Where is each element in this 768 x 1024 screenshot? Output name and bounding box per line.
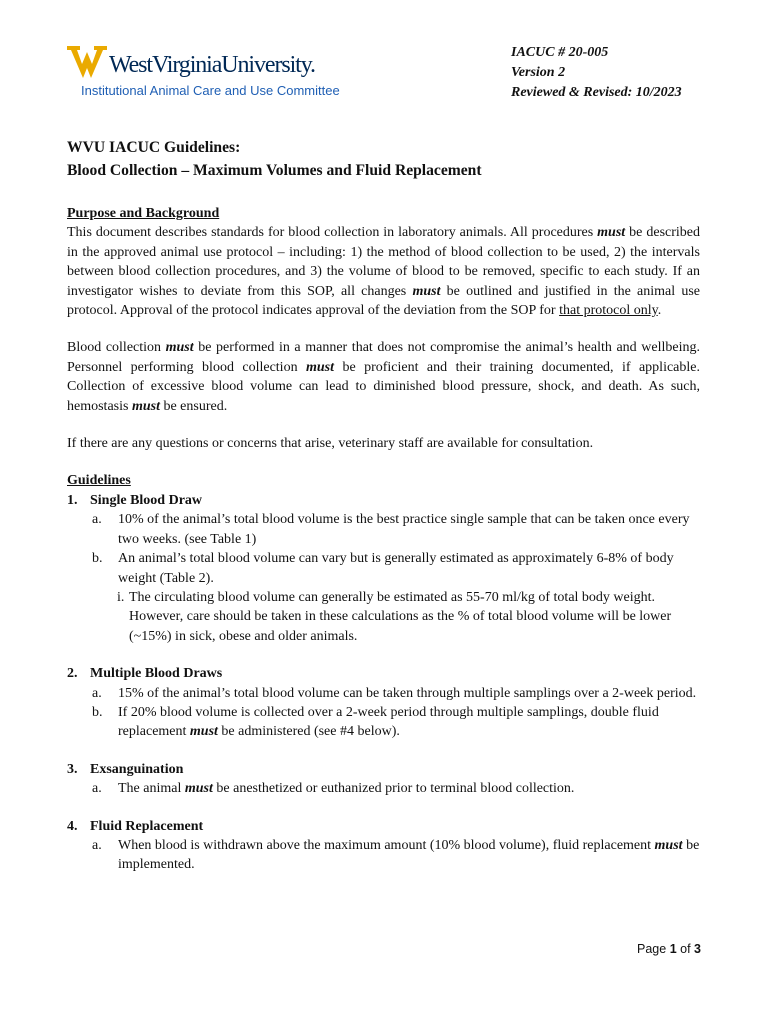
section-title: Exsanguination xyxy=(90,761,184,777)
document-title xyxy=(67,136,482,182)
item-text: be implemented. xyxy=(118,837,700,873)
must-emphasis: must xyxy=(654,837,683,853)
page-word: Page xyxy=(637,942,667,956)
page-number xyxy=(637,942,701,956)
total-pages: 3 xyxy=(694,942,701,956)
item-text: An animal’s total blood volume can vary but is generally estimated as approximately 6-8% of body weight (Table 2). xyxy=(118,551,674,586)
purpose-paragraph-1 xyxy=(67,223,700,320)
iacuc-number: IACUC # 20-005 xyxy=(511,45,609,60)
text-run: be outlined and justified in the animal use protocol. Approval of the protocol indicates approval of the deviation from the SOP for xyxy=(67,283,700,319)
item-label: a. xyxy=(92,685,102,701)
section-number: 3. xyxy=(67,761,78,777)
item-text: 15% of the animal’s total blood volume can be taken through multiple samplings over a 2-week period. xyxy=(118,685,697,701)
item-label: i. xyxy=(117,589,125,605)
item-text: The animal xyxy=(118,781,185,797)
list-item xyxy=(67,836,700,875)
must-emphasis: must xyxy=(597,225,626,241)
purpose-heading: Purpose and Background xyxy=(67,206,220,221)
item-text: be administered (see #4 below). xyxy=(217,724,400,740)
text-run: be proficient and their training documented, if applicable. Collection of excessive blood volume can lead to diminished blood pressure, shock, and death. As such, hemostasis xyxy=(67,359,700,414)
text-run: . xyxy=(657,303,662,319)
item-label: a. xyxy=(92,512,102,528)
text-run: be ensured. xyxy=(159,398,228,414)
title-line-1: WVU IACUC Guidelines: xyxy=(67,139,241,156)
section-multiple-blood-draws xyxy=(67,664,700,683)
version: Version 2 xyxy=(511,65,566,80)
committee-name: Institutional Animal Care and Use Committee xyxy=(81,83,340,98)
section-number: 4. xyxy=(67,818,78,834)
item-label: b. xyxy=(92,551,103,567)
list-item xyxy=(67,684,700,703)
section-number: 1. xyxy=(67,492,78,508)
of-word: of xyxy=(680,942,691,956)
section-fluid-replacement xyxy=(67,817,700,836)
list-item xyxy=(67,510,700,549)
item-text: When blood is withdrawn above the maximum amount (10% blood volume), fluid replacement xyxy=(118,837,655,853)
must-emphasis: must xyxy=(189,724,218,740)
item-text: be anesthetized or euthanized prior to terminal blood collection. xyxy=(212,781,575,797)
purpose-paragraph-3: If there are any questions or concerns that arise, veterinary staff are available for consultation. xyxy=(67,436,594,452)
text-run: Blood collection xyxy=(67,340,166,356)
item-text: 10% of the animal’s total blood volume is the best practice single sample that can be taken once every two weeks. (see Table 1) xyxy=(118,512,690,547)
item-label: b. xyxy=(92,704,103,720)
document-body xyxy=(67,204,700,875)
current-page: 1 xyxy=(669,942,677,956)
text-run: This document describes standards for blood collection in laboratory animals. All procedures xyxy=(67,225,598,241)
item-label: a. xyxy=(92,781,102,797)
list-item xyxy=(67,779,700,798)
section-title: Single Blood Draw xyxy=(90,492,203,508)
purpose-paragraph-2 xyxy=(67,338,700,416)
section-title: Multiple Blood Draws xyxy=(90,666,223,682)
flying-wv-icon xyxy=(67,44,107,80)
section-single-blood-draw xyxy=(67,491,700,510)
item-label: a. xyxy=(92,837,102,853)
must-emphasis: must xyxy=(184,781,213,797)
must-emphasis: must xyxy=(131,398,160,414)
list-item xyxy=(67,703,700,742)
text-run: be described in the approved animal use protocol – including: 1) the method of blood collection to be used, 2) the intervals between blood collection procedures, and 3) the volume of blood to be removed, specific to each study. If an investigator wishes to deviate from this SOP, all changes xyxy=(67,225,700,299)
must-emphasis: must xyxy=(165,340,194,356)
list-item xyxy=(67,549,700,588)
document-meta xyxy=(511,43,682,103)
list-subitem xyxy=(67,588,700,646)
title-line-2: Blood Collection – Maximum Volumes and Fluid Replacement xyxy=(67,162,482,179)
text-run: be performed in a manner that does not compromise the animal’s health and wellbeing. Personnel performing blood collection xyxy=(67,340,700,375)
section-exsanguination xyxy=(67,760,700,779)
logo-wordmark: WestVirginiaUniversity. xyxy=(109,52,315,78)
item-text: The circulating blood volume can generally be estimated as 55-70 ml/kg of total body weight. However, care should be taken in these calculations as the % of total blood volume will be lower (~15%) in sick, obese and older animals. xyxy=(129,589,672,644)
must-emphasis: must xyxy=(306,359,335,375)
section-title: Fluid Replacement xyxy=(90,818,204,834)
review-date: Reviewed & Revised: 10/2023 xyxy=(511,85,682,100)
guidelines-heading: Guidelines xyxy=(67,473,131,489)
must-emphasis: must xyxy=(412,283,441,299)
section-number: 2. xyxy=(67,666,78,682)
item-text: If 20% blood volume is collected over a 2-week period through multiple samplings, double fluid replacement xyxy=(118,704,659,740)
underlined-text: that protocol only xyxy=(559,303,658,319)
